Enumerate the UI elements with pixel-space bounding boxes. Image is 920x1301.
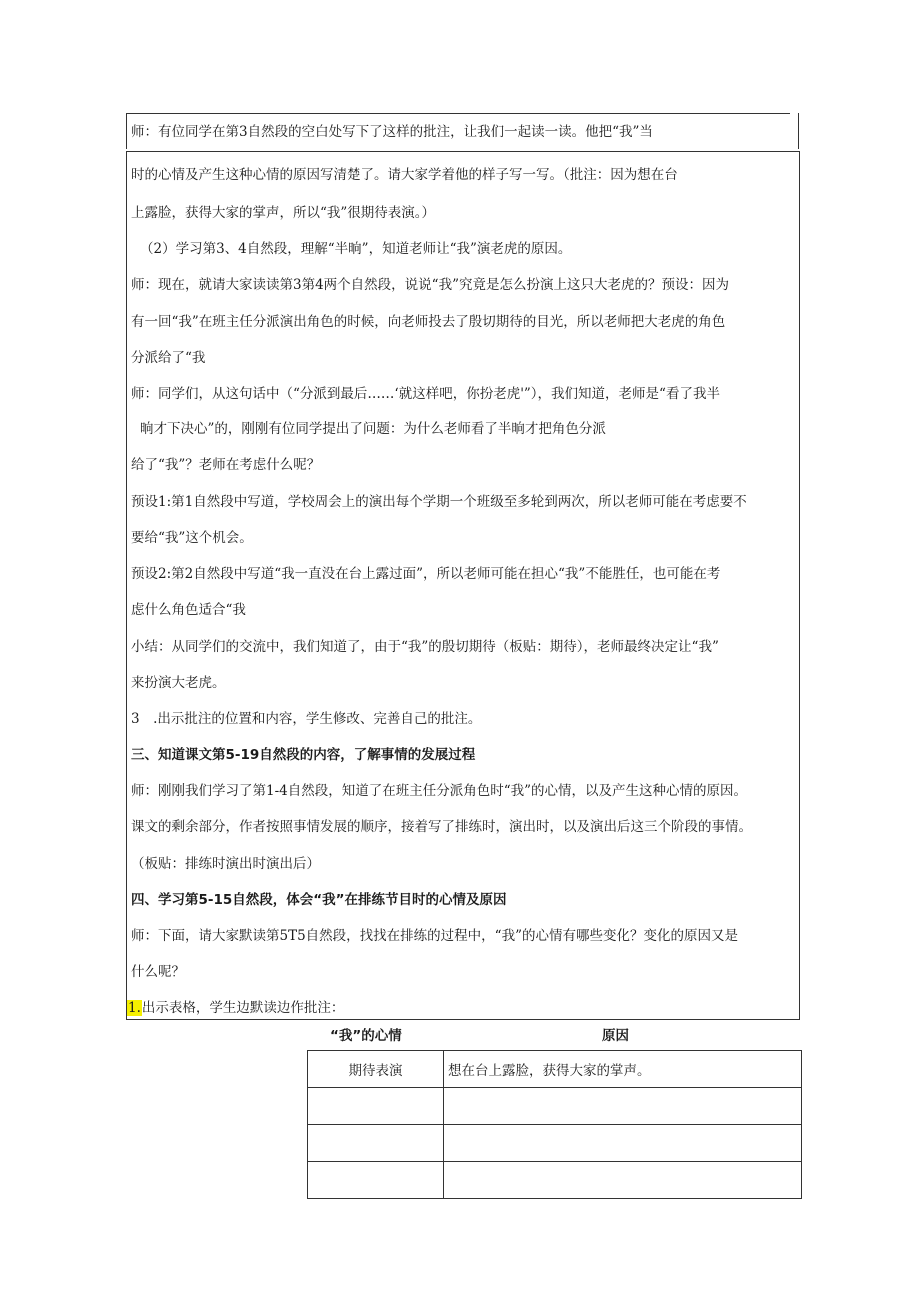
table-header-reason: 原因 (602, 1028, 629, 1044)
table-cell-reason[interactable] (444, 1125, 802, 1162)
text-line-25 (127, 999, 344, 1017)
text-line-13: 预设2:第2自然段中写道“我一直没在台上露过面”，所以老师可能在担心“我”不能胜任，也可能在考 (131, 566, 721, 582)
text-line-21: （板贴：排练时演出时演出后） (131, 856, 320, 872)
text-line-16: 来扮演大老虎。 (131, 675, 226, 691)
section-heading-3: 三、知道课文第5-19自然段的内容，了解事情的发展过程 (131, 747, 476, 763)
text-line-11: 预设1:第1自然段中写道，学校周会上的演出每个学期一个班级至多轮到两次，所以老师可能在考虑要不 (131, 494, 747, 510)
table-cell-reason: 想在台上露脸，获得大家的掌声。 (444, 1051, 802, 1088)
text-line-4: （2）学习第3、4自然段，理解“半晌”，知道老师让“我”演老虎的原因。 (140, 241, 572, 257)
section-heading-4: 四、学习第5-15自然段，体会“我”在排练节目时的心情及原因 (131, 892, 507, 908)
table-cell-reason[interactable] (444, 1162, 802, 1199)
text-line-1: 师：有位同学在第3自然段的空白处写下了这样的批注，让我们一起读一读。他把“我”当 (131, 124, 653, 140)
text-line-10: 给了“我”？老师在考虑什么呢？ (131, 457, 321, 473)
text-line-14: 虑什么角色适合“我 (131, 602, 246, 618)
text-line-19: 师：刚刚我们学习了第1-4自然段，知道了在班主任分派角色时“我”的心情，以及产生这种心情的原因。 (131, 783, 748, 799)
text-line-5: 师：现在，就请大家读读第3第4两个自然段，说说“我”究竟是怎么扮演上这只大老虎的？预设：因为 (131, 277, 729, 293)
text-line-20: 课文的剩余部分，作者按照事情发展的顺序，接着写了排练时，演出时，以及演出后这三个阶段的事情。 (131, 819, 752, 835)
text-line-12: 要给“我”这个机会。 (131, 530, 253, 546)
table-row (308, 1088, 802, 1125)
text-line-9: 晌才下决心”的，刚刚有位同学提出了问题：为什么老师看了半晌才把角色分派 (140, 421, 606, 437)
text-line-23: 师：下面，请大家默读第5T5自然段，找找在排练的过程中，“我”的心情有哪些变化？变化的原因又是 (131, 928, 738, 944)
emotion-table (307, 1050, 802, 1199)
text-line-7: 分派给了“我 (131, 350, 206, 366)
text-line-3: 上露脸，获得大家的掌声，所以“我”很期待表演。） (131, 205, 436, 221)
text-line-8: 师：同学们，从这句话中（“分派到最后……‘就这样吧，你扮老虎'”），我们知道，老师是“看了我半 (131, 386, 720, 402)
table-cell-reason[interactable] (444, 1088, 802, 1125)
table-row (308, 1125, 802, 1162)
text-line-24: 什么呢？ (131, 964, 185, 980)
text-line-15: 小结：从同学们的交流中，我们知道了，由于“我”的殷切期待（板贴：期待），老师最终决定让“我” (131, 639, 719, 655)
table-cell-emotion: 期待表演 (308, 1051, 444, 1088)
list-marker-highlight: 1. (128, 1000, 141, 1016)
table-cell-emotion[interactable] (308, 1162, 444, 1199)
table-row (308, 1051, 802, 1088)
text-line-17: 3 .出示批注的位置和内容，学生修改、完善自己的批注。 (131, 711, 482, 727)
text-line-25-body: 出示表格，学生边默读边作批注： (141, 1000, 345, 1016)
text-line-2: 时的心情及产生这种心情的原因写清楚了。请大家学着他的样子写一写。（批注：因为想在台 (131, 167, 678, 183)
table-cell-emotion[interactable] (308, 1125, 444, 1162)
table-cell-emotion[interactable] (308, 1088, 444, 1125)
text-line-6: 有一回“我”在班主任分派演出角色的时候，向老师投去了殷切期待的目光，所以老师把大老虎的角色 (131, 314, 726, 330)
table-header-emotion: “我”的心情 (330, 1028, 402, 1044)
table-row (308, 1162, 802, 1199)
